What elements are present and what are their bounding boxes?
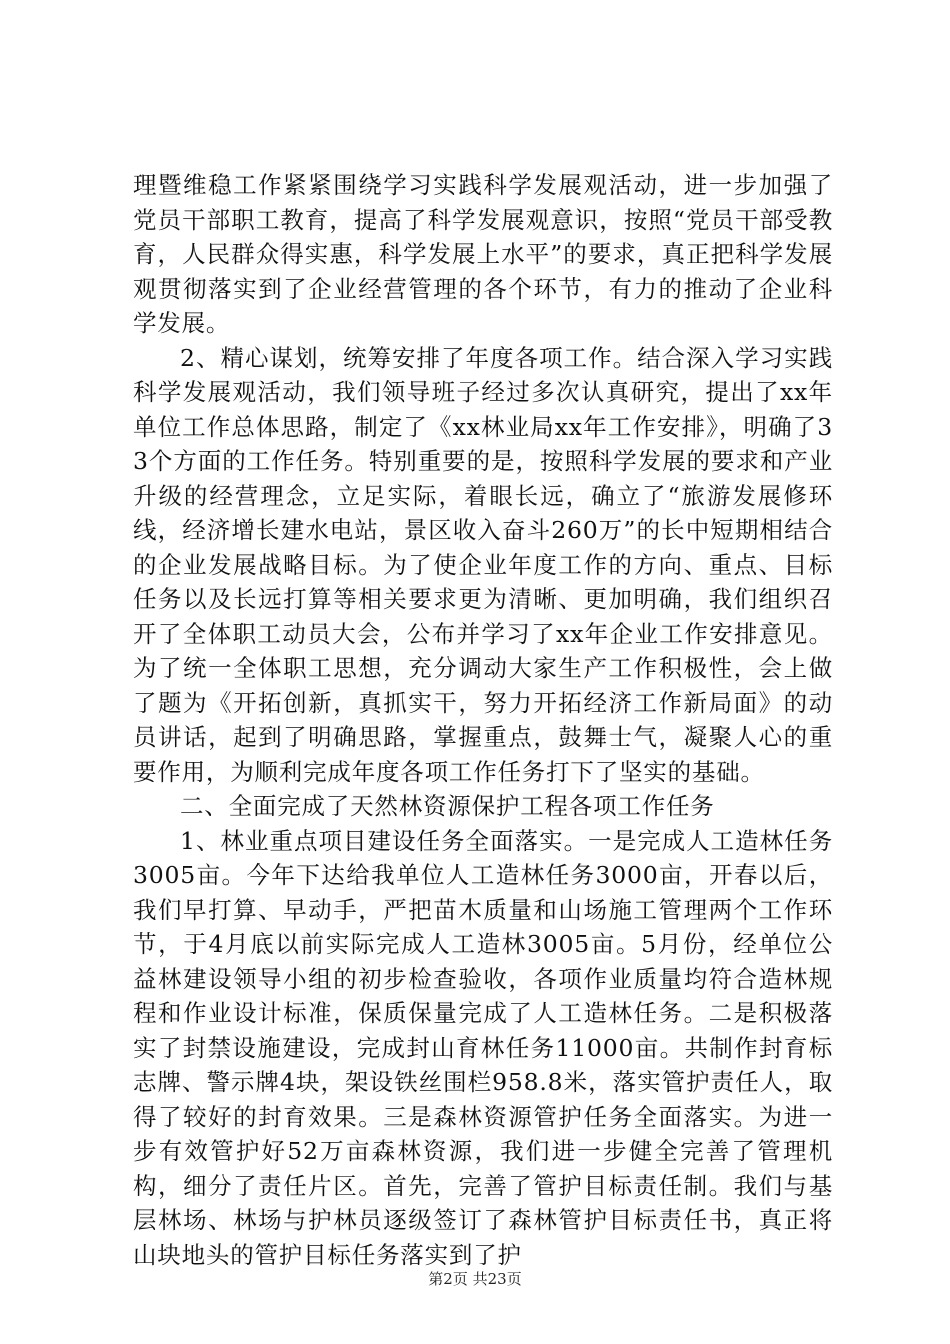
paragraph-1: 理暨维稳工作紧紧围绕学习实践科学发展观活动，进一步加强了党员干部职工教育，提高了科学发展观意识，按照“党员干部受教育，人民群众得实惠，科学发展上水平”的要求，真正把科学发展观贯彻落实到了企业经营管理的各个环节，有力的推动了企业科学发展。 (133, 171, 833, 337)
section-heading: 二、全面完成了天然林资源保护工程各项工作任务 (180, 792, 715, 820)
paragraph-2: 2、精心谋划，统筹安排了年度各项工作。结合深入学习实践科学发展观活动，我们领导班子经过多次认真研究，提出了xx年单位工作总体思路，制定了《xx林业局xx年工作安排》，明确了33个方面的工作任务。特别重要的是，按照科学发展的要求和产业升级的经营理念，立足实际，着眼长远，确立了“旅游发展修环线，经济增长建水电站，景区收入奋斗260万”的长中短期相结合的企业发展战略目标。为了使企业年度工作的方向、重点、目标任务以及长远打算等相关要求更为清晰、更加明确，我们组织召开了全体职工动员大会，公布并学习了xx年企业工作安排意见。为了统一全体职工思想，充分调动大家生产工作积极性，会上做了题为《开拓创新，真抓实干，努力开拓经济工作新局面》的动员讲话，起到了明确思路，掌握重点，鼓舞士气，凝聚人心的重要作用，为顺利完成年度各项工作任务打下了坚实的基础。 (133, 343, 833, 786)
document-body (133, 168, 833, 1272)
page-number-footer: 第2页 共23页 (428, 1270, 522, 1288)
paragraph-3: 1、林业重点项目建设任务全面落实。一是完成人工造林任务3005亩。今年下达给我单位人工造林任务3000亩，开春以后，我们早打算、早动手，严把苗木质量和山场施工管理两个工作环节，于4月底以前实际完成人工造林3005亩。5月份，经单位公益林建设领导小组的初步检查验收，各项作业质量均符合造林规程和作业设计标准，保质保量完成了人工造林任务。二是积极落实了封禁设施建设，完成封山育林任务11000亩。共制作封育标志牌、警示牌4块，架设铁丝围栏958.8米，落实管护责任人，取得了较好的封育效果。三是森林资源管护任务全面落实。为进一步有效管护好52万亩森林资源，我们进一步健全完善了管理机构，细分了责任片区。首先，完善了管护目标责任制。我们与基层林场、林场与护林员逐级签订了森林管护目标责任书，真正将山块地头的管护目标任务落实到了护 (133, 826, 833, 1269)
